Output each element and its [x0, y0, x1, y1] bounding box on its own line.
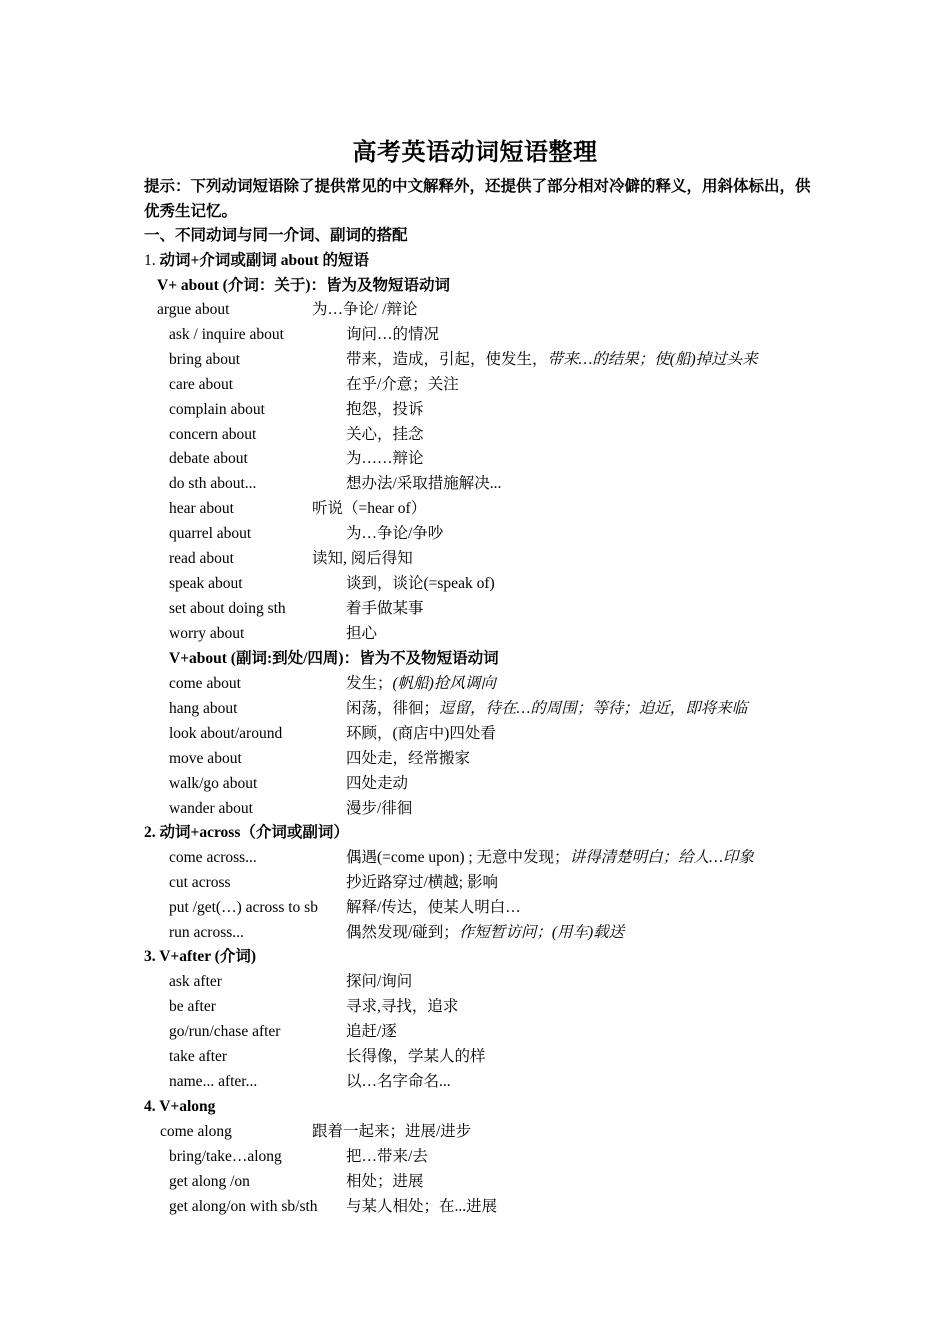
- phrase-row: [0, 1171, 950, 1193]
- phrase-definition: [346, 798, 412, 820]
- phrase-term: quarrel about: [169, 525, 252, 543]
- phrase-term: run across...: [169, 923, 244, 941]
- definition-italic-text: 带来…的结果；使(船)掉过头来: [547, 350, 758, 368]
- definition-italic-text: 讲得清楚明白；给人…印象: [569, 849, 754, 866]
- phrase-definition: [346, 872, 498, 894]
- phrase-definition: [346, 847, 754, 869]
- definition-text: 跟着一起来；进展/进步: [312, 1123, 472, 1140]
- definition-text: 环顾，(商店中)四处看: [346, 724, 496, 742]
- definition-text: 相处；进展: [346, 1172, 424, 1190]
- definition-text: 追赶/逐: [346, 1022, 397, 1040]
- definition-text: 漫步/徘徊: [346, 799, 413, 817]
- phrase-row: [0, 723, 950, 745]
- definition-text: 询问…的情况: [346, 325, 440, 343]
- phrase-row: [0, 1046, 950, 1068]
- definition-text: 偶遇(=come upon) ; 无意中发现；: [346, 849, 570, 866]
- subsection-1-heading: [144, 250, 369, 272]
- phrase-row: [0, 897, 950, 919]
- phrase-row: [0, 996, 950, 1018]
- definition-italic-text: 逗留，待在…的周围；等待；迫近，即将来临: [439, 699, 748, 717]
- definition-text: 为…争论/ /辩论: [312, 301, 418, 318]
- phrase-term: do sth about...: [169, 475, 257, 493]
- definition-text: 探问/询问: [346, 973, 413, 990]
- definition-text: 在乎/介意；关注: [346, 375, 459, 393]
- phrase-term: go/run/chase after: [169, 1022, 281, 1040]
- subsection-1-number: 1.: [144, 252, 160, 269]
- phrase-term: read about: [169, 550, 234, 567]
- phrase-definition: [346, 971, 412, 993]
- phrase-row: [0, 1121, 950, 1143]
- phrase-definition: [346, 573, 495, 595]
- phrase-row: [0, 1071, 950, 1093]
- phrase-term: ask / inquire about: [169, 325, 284, 343]
- subsection-2-heading: 2. 动词+across（介词或副词）: [144, 824, 349, 841]
- phrase-definition: [346, 922, 624, 944]
- phrase-term: debate about: [169, 450, 248, 468]
- phrase-definition: [346, 723, 496, 745]
- definition-text: 解释/传达，使某人明白…: [346, 898, 521, 916]
- phrase-row: [0, 872, 950, 894]
- phrase-row: [0, 548, 950, 570]
- definition-text: 读知, 阅后得知: [312, 550, 413, 567]
- definition-text: 寻求,寻找，追求: [346, 997, 459, 1015]
- definition-text: 带来，造成，引起，使发生，: [346, 350, 548, 368]
- definition-text: 闲荡，徘徊；: [346, 699, 440, 717]
- definition-text: 以…名字命名...: [346, 1072, 451, 1090]
- phrase-definition: [346, 1146, 428, 1168]
- phrase-term: speak about: [169, 574, 243, 592]
- definition-text: 关心，挂念: [346, 425, 424, 443]
- phrase-row: [0, 299, 950, 321]
- definition-italic-text: (帆船)抢风调向: [392, 675, 496, 692]
- phrase-definition: [346, 897, 521, 919]
- phrase-definition: [312, 1121, 471, 1143]
- phrase-row: [0, 773, 950, 795]
- phrase-definition: [346, 623, 377, 645]
- phrase-term: walk/go about: [169, 774, 258, 792]
- phrase-definition: [346, 399, 424, 421]
- phrase-row: [0, 424, 950, 446]
- phrase-definition: [346, 473, 501, 495]
- definition-text: 把…带来/去: [346, 1147, 428, 1165]
- phrase-term: name... after...: [169, 1072, 258, 1090]
- phrase-row: [0, 748, 950, 770]
- definition-text: 谈到，谈论(=speak of): [346, 574, 495, 592]
- phrase-definition: [346, 324, 439, 346]
- phrase-term: put /get(…) across to sb: [169, 898, 318, 916]
- phrase-definition: [346, 1021, 397, 1043]
- phrase-definition: [312, 498, 426, 520]
- phrase-row: [0, 448, 950, 470]
- phrase-row: [0, 473, 950, 495]
- phrase-term: take after: [169, 1047, 228, 1065]
- phrase-term: look about/around: [169, 724, 283, 742]
- phrase-row: [0, 1021, 950, 1043]
- phrase-term: come across...: [169, 849, 257, 866]
- phrase-row: [0, 498, 950, 520]
- phrase-definition: [346, 349, 758, 371]
- phrase-term: care about: [169, 375, 234, 393]
- definition-text: 四处走，经常搬家: [346, 749, 471, 767]
- phrase-row: [0, 349, 950, 371]
- phrase-term: get along/on with sb/sth: [169, 1197, 318, 1215]
- phrase-row: [0, 971, 950, 993]
- phrase-row: [0, 798, 950, 820]
- definition-text: 长得像，学某人的样: [346, 1047, 486, 1065]
- phrase-term: cut across: [169, 873, 231, 891]
- definition-text: 四处走动: [346, 774, 409, 792]
- definition-text: 听说（=hear of）: [312, 500, 427, 518]
- definition-text: 想办法/采取措施解决...: [346, 475, 502, 493]
- definition-text: 发生；: [346, 675, 393, 692]
- tip-paragraph: 提示：下列动词短语除了提供常见的中文解释外，还提供了部分相对冷僻的释义，用斜体标出，供优秀生记忆。: [144, 178, 811, 220]
- phrase-definition: [346, 1046, 486, 1068]
- definition-text: 着手做某事: [346, 599, 424, 617]
- phrase-definition: [346, 773, 408, 795]
- definition-italic-text: 作短暂访问；(用车)载送: [458, 923, 625, 941]
- phrase-definition: [312, 299, 418, 321]
- phrase-term: concern about: [169, 425, 257, 443]
- phrase-term: move about: [169, 749, 242, 767]
- phrase-row: [0, 573, 950, 595]
- phrase-definition: [346, 673, 496, 695]
- phrase-row: [0, 324, 950, 346]
- phrase-definition: [312, 548, 413, 570]
- phrase-row: [0, 623, 950, 645]
- phrase-definition: [346, 523, 443, 545]
- phrase-term: argue about: [157, 301, 230, 318]
- page-title: 高考英语动词短语整理: [352, 140, 598, 166]
- phrase-term: come along: [160, 1123, 232, 1140]
- subsection-1a-heading: V+ about (介词：关于)：皆为及物短语动词: [157, 277, 451, 294]
- phrase-definition: [346, 698, 747, 720]
- phrase-definition: [346, 424, 424, 446]
- phrase-row: [0, 374, 950, 396]
- phrase-term: get along /on: [169, 1172, 250, 1190]
- phrase-definition: [346, 1196, 497, 1218]
- phrase-term: worry about: [169, 624, 245, 642]
- phrase-row: [0, 523, 950, 545]
- phrase-term: wander about: [169, 799, 253, 817]
- subsection-4-heading: 4. V+along: [144, 1098, 216, 1115]
- phrase-definition: [346, 1071, 451, 1093]
- definition-text: 为…争论/争吵: [346, 525, 444, 543]
- phrase-row: [0, 598, 950, 620]
- section-1-heading: 一、不同动词与同一介词、副词的搭配: [144, 227, 408, 244]
- phrase-definition: [346, 448, 424, 470]
- phrase-row: [0, 1146, 950, 1168]
- definition-text: 为……辩论: [346, 450, 424, 468]
- subsection-1b-heading: V+about (副词:到处/四周)：皆为不及物短语动词: [169, 650, 499, 667]
- phrase-term: hang about: [169, 699, 238, 717]
- subsection-3-heading: 3. V+after (介词): [144, 948, 256, 965]
- phrase-term: come about: [169, 675, 241, 692]
- subsection-1-title: 动词+介词或副词 about 的短语: [159, 252, 369, 269]
- phrase-definition: [346, 748, 470, 770]
- phrase-term: hear about: [169, 500, 234, 518]
- definition-text: 抄近路穿过/横越; 影响: [346, 873, 498, 891]
- phrase-row: [0, 847, 950, 869]
- definition-text: 偶然发现/碰到；: [346, 923, 459, 941]
- phrase-row: [0, 673, 950, 695]
- definition-text: 担心: [346, 624, 378, 642]
- phrase-term: set about doing sth: [169, 599, 286, 617]
- phrase-term: ask after: [169, 973, 222, 990]
- phrase-definition: [346, 1171, 424, 1193]
- phrase-term: be after: [169, 997, 216, 1015]
- phrase-row: [0, 399, 950, 421]
- phrase-term: complain about: [169, 400, 265, 418]
- phrase-definition: [346, 598, 424, 620]
- phrase-term: bring/take…along: [169, 1147, 282, 1165]
- phrase-row: [0, 1196, 950, 1218]
- phrase-definition: [346, 374, 459, 396]
- definition-text: 抱怨，投诉: [346, 400, 424, 418]
- phrase-definition: [346, 996, 458, 1018]
- phrase-row: [0, 922, 950, 944]
- phrase-row: [0, 698, 950, 720]
- definition-text: 与某人相处；在...进展: [346, 1197, 498, 1215]
- phrase-term: bring about: [169, 350, 241, 368]
